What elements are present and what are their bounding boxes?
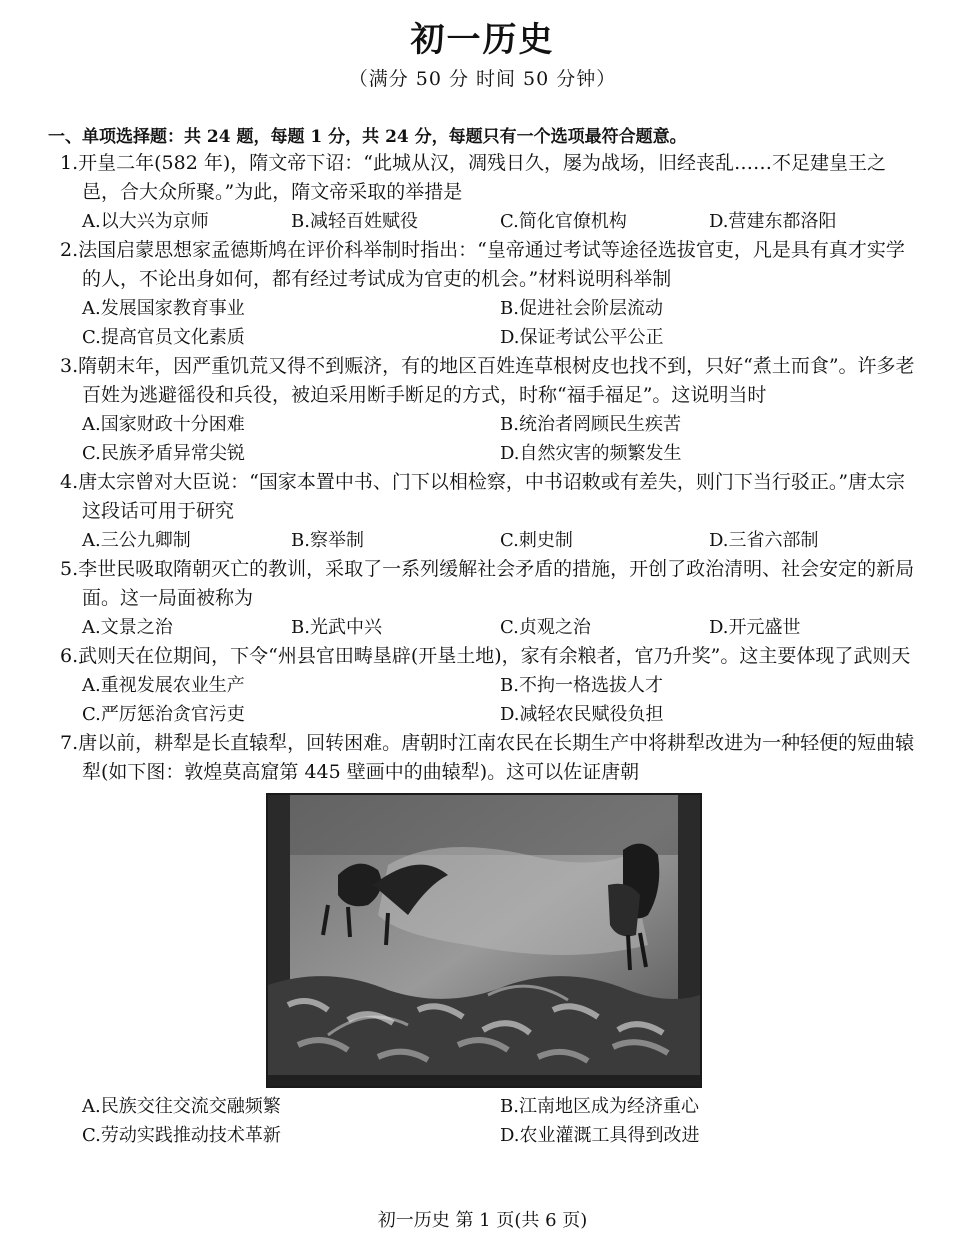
option-b: B.光武中兴 (291, 617, 382, 638)
option-c: C.劳动实践推动技术革新 (82, 1125, 281, 1146)
question-stem: 6.武则天在位期间，下令“州县官田畴垦辟(开垦土地)，家有余粮者，官乃升奖”。这主要体现了武则天 (60, 645, 911, 667)
question-3 (60, 352, 918, 468)
option-a: A.发展国家教育事业 (82, 298, 245, 319)
question-stem: 7.唐以前，耕犁是长直辕犁，回转困难。唐朝时江南农民在长期生产中将耕犁改进为一种轻便的短曲辕犁(如下图：敦煌莫高窟第 445 壁画中的曲辕犁)。这可以佐证唐朝 (60, 732, 915, 783)
option-b: B.不拘一格选拔人才 (500, 675, 663, 696)
option-d: D.保证考试公平公正 (500, 327, 664, 348)
question-stem: 5.李世民吸取隋朝灭亡的教训，采取了一系列缓解社会矛盾的措施，开创了政治清明、社会安定的新局面。这一局面被称为 (60, 558, 915, 609)
option-b: B.统治者罔顾民生疾苦 (500, 414, 681, 435)
page-title: 初一历史 (410, 20, 555, 60)
exam-info: （满分 50 分 时间 50 分钟） (348, 68, 617, 90)
option-b: B.减轻百姓赋役 (291, 211, 418, 232)
option-b: B.察举制 (291, 530, 364, 551)
option-list (60, 1092, 918, 1150)
option-d: D.开元盛世 (709, 617, 801, 638)
option-d: D.营建东都洛阳 (709, 211, 837, 232)
option-list (60, 410, 918, 468)
option-c: C.严厉惩治贪官污吏 (82, 704, 245, 725)
question-6 (60, 642, 918, 729)
page-footer: 初一历史 第 1 页(共 6 页) (377, 1210, 588, 1231)
option-a: A.以大兴为京师 (82, 211, 209, 232)
mural-plough-illustration (268, 795, 700, 1086)
option-d: D.三省六部制 (709, 530, 819, 551)
option-a: A.文景之治 (82, 617, 173, 638)
option-a: A.重视发展农业生产 (82, 675, 245, 696)
option-c: C.简化官僚机构 (500, 211, 627, 232)
option-b: B.江南地区成为经济重心 (500, 1096, 699, 1117)
question-stem: 2.法国启蒙思想家孟德斯鸠在评价科举制时指出：“皇帝通过考试等途径选拔官吏，凡是具有真才实学的人，不论出身如何，都有经过考试成为官吏的机会。”材料说明科举制 (60, 239, 905, 290)
option-a: A.民族交往交流交融频繁 (82, 1096, 281, 1117)
question-2 (60, 236, 918, 352)
option-list (60, 207, 918, 236)
option-list (60, 526, 918, 555)
question-5 (60, 555, 918, 642)
option-list (60, 671, 918, 729)
option-d: D.自然灾害的频繁发生 (500, 443, 682, 464)
option-c: C.刺史制 (500, 530, 573, 551)
question-list (60, 149, 918, 1150)
option-d: D.农业灌溉工具得到改进 (500, 1125, 700, 1146)
mural-plough-image (266, 793, 702, 1088)
question-4 (60, 468, 918, 555)
option-b: B.促进社会阶层流动 (500, 298, 663, 319)
option-list (60, 294, 918, 352)
option-a: A.国家财政十分困难 (82, 414, 245, 435)
question-1 (60, 149, 918, 236)
question-7 (60, 729, 918, 1150)
section-heading: 一、单项选择题：共 24 题，每题 1 分，共 24 分，每题只有一个选项最符合题意。 (48, 127, 687, 147)
option-list (60, 613, 918, 642)
question-stem: 1.开皇二年(582 年)，隋文帝下诏：“此城从汉，凋残日久，屡为战场，旧经丧乱……不足建皇王之邑，合大众所聚。”为此，隋文帝采取的举措是 (60, 152, 886, 203)
option-c: C.民族矛盾异常尖锐 (82, 443, 245, 464)
question-stem: 3.隋朝末年，因严重饥荒又得不到赈济，有的地区百姓连草根树皮也找不到，只好“煮土而食”。许多老百姓为逃避徭役和兵役，被迫采用断手断足的方式，时称“福手福足”。这说明当时 (60, 355, 915, 406)
option-c: C.贞观之治 (500, 617, 591, 638)
question-stem: 4.唐太宗曾对大臣说：“国家本置中书、门下以相检察，中书诏敕或有差失，则门下当行驳正。”唐太宗这段话可用于研究 (60, 471, 906, 522)
option-a: A.三公九卿制 (82, 530, 191, 551)
option-c: C.提高官员文化素质 (82, 327, 245, 348)
option-d: D.减轻农民赋役负担 (500, 704, 664, 725)
